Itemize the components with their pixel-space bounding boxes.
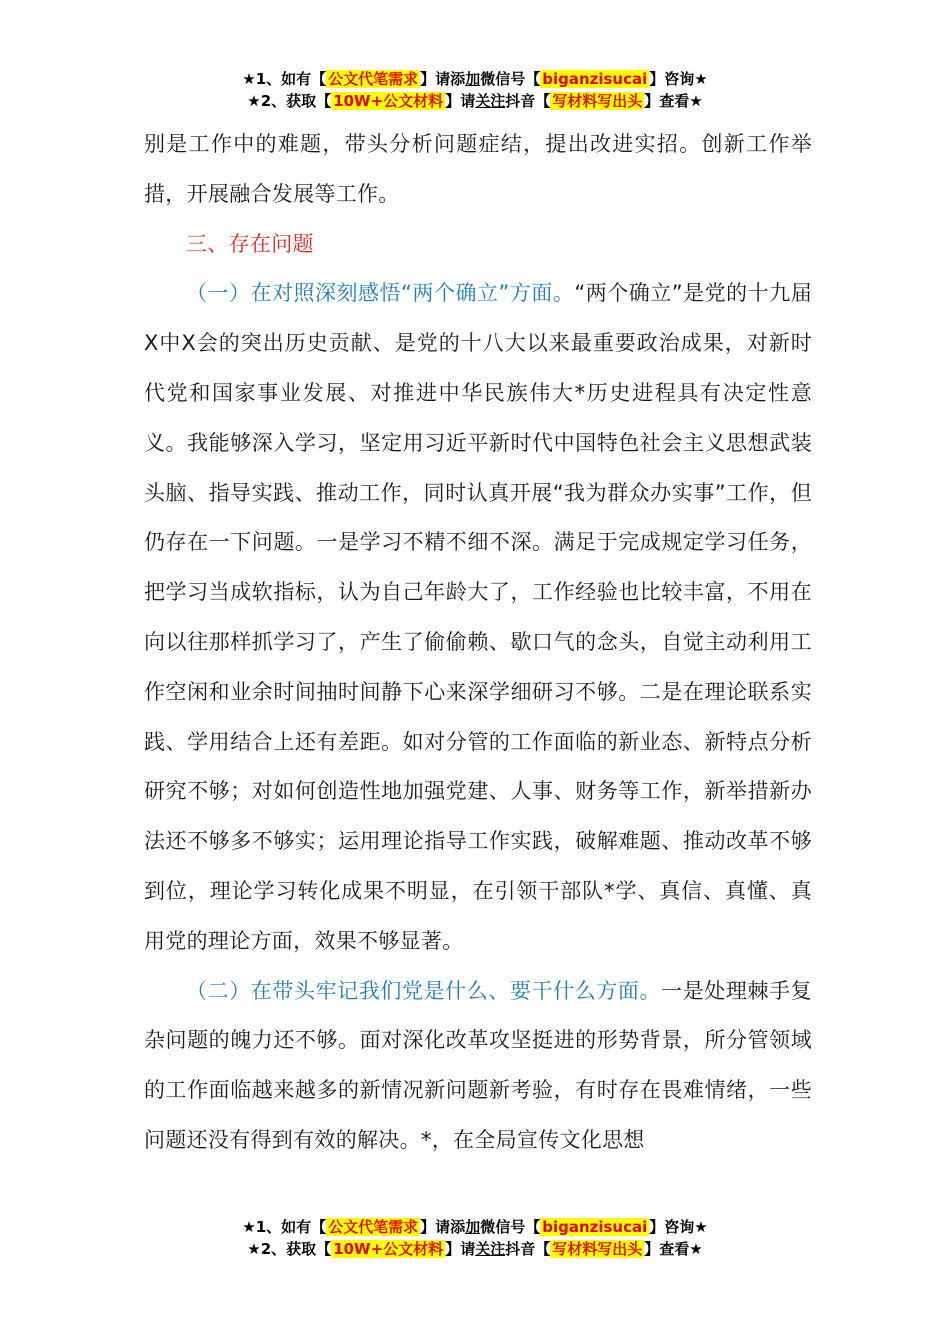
subsection-heading-2: （二）在带头牢记我们党是什么、要干什么方面。 [186,978,662,1003]
highlight-douyin: 写材料写出头 [552,92,643,110]
banner-line-1: ★1、如有【 公文代笔需求 】请添加微信号【 biganzisucai 】咨询★ [242,70,708,88]
banner-line-2: ★2、获取【 10W+公文材料 】请关注抖音【 写材料写出头 】查看★ [247,1240,703,1258]
header-banner [0,68,950,112]
highlight-service: 公文代笔需求 [328,70,419,88]
footer-banner [0,1216,950,1260]
paragraph-section-1: （一）在对照深刻感悟“两个确立”方面。“两个确立”是党的十九届Ⅹ中Ⅹ会的突出历史贡献、是党的十八大以来最重要政治成果，对新时代党和国家事业发展、对推进中华民族伟大*历史进程具有决定性意义。我能够深入学习，坚定用习近平新时代中国特色社会主义思想武装头脑、指导实践、推动工作，同时认真开展“我为群众办实事”工作，但仍存在一下问题。一是学习不精不细不深。满足于完成规定学习任务，把学习当成软指标，认为自己年龄大了，工作经验也比较丰富，不用在向以往那样抓学习了，产生了偷偷赖、歇口气的念头，自觉主动利用工作空闲和业余时间抽时间静下心来深学细研习不够。二是在理论联系实践、学用结合上还有差距。如对分管的工作面临的新业态、新特点分析研究不够；对如何创造性地加强党建、人事、财务等工作，新举措新办法还不够多不够实；运用理论指导工作实践，破解难题、推动改革不够到位，理论学习转化成果不明显，在引领干部队*学、真信、真懂、真用党的理论方面，效果不够显著。 [144,281,812,953]
highlight-materials: 10W+公文材料 [333,92,444,110]
paragraph-continued: 别是工作中的难题，带头分析问题症结，提出改进实招。创新工作举措，开展融合发展等工作。 [144,132,812,206]
highlight-douyin: 写材料写出头 [552,1240,643,1258]
highlight-service: 公文代笔需求 [328,1218,419,1236]
subsection-heading-1: （一）在对照深刻感悟“两个确立”方面。 [186,281,575,306]
document-body [144,120,812,1166]
paragraph-section-2: （二）在带头牢记我们党是什么、要干什么方面。一是处理棘手复杂问题的魄力还不够。面对深化改革攻坚挺进的形势背景，所分管领域的工作面临越来越多的新情况新问题新考验，有时存在畏难情绪，一些问题还没有得到有效的解决。*，在全局宣传文化思想 [144,978,812,1152]
highlight-wechat-id: biganzisucai [542,70,648,88]
section-heading: 三、存在问题 [186,231,314,256]
highlight-wechat-id: biganzisucai [542,1218,648,1236]
highlight-materials: 10W+公文材料 [333,1240,444,1258]
banner-line-2: ★2、获取【 10W+公文材料 】请关注抖音【 写材料写出头 】查看★ [247,92,703,110]
banner-line-1: ★1、如有【 公文代笔需求 】请添加微信号【 biganzisucai 】咨询★ [242,1218,708,1236]
